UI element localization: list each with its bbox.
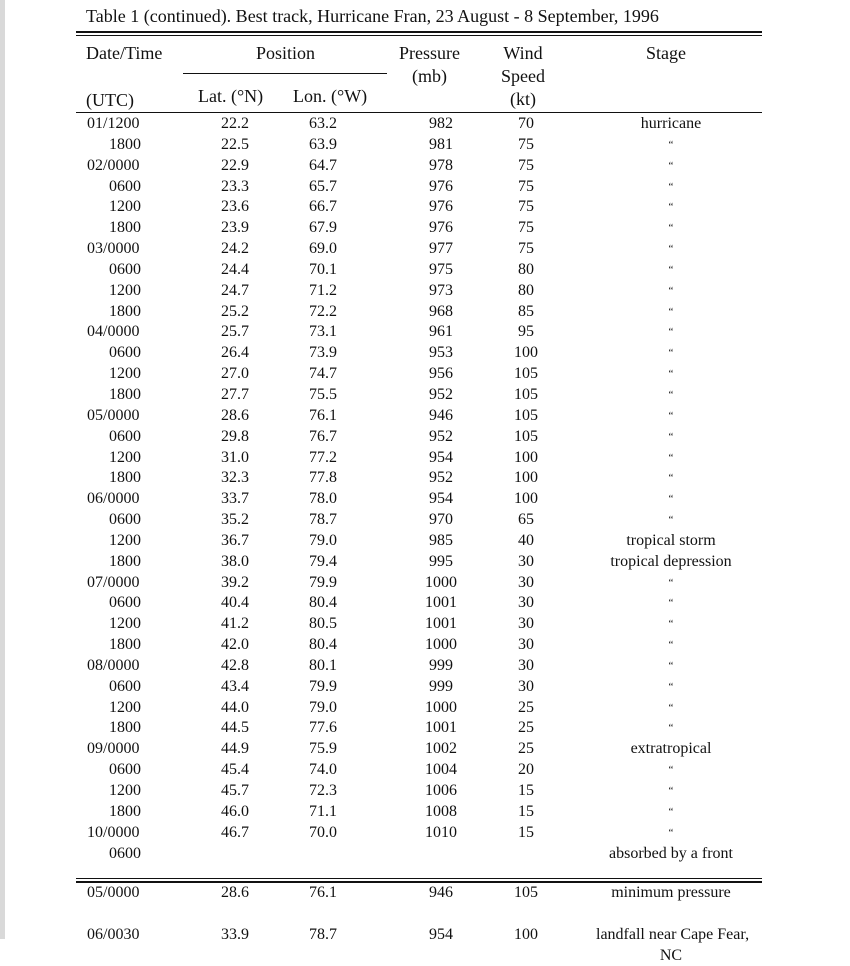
lat-cell: 33.7 [221,490,249,508]
stage-cell: tropical depression [610,552,732,570]
table-row [76,260,762,281]
header-wind: Wind [503,43,543,63]
pressure-cell: 1010 [425,823,457,841]
date-cell: 04/0000 [87,323,140,341]
header-position: Position [255,43,316,63]
lat-cell: 22.5 [221,135,249,153]
pressure-cell: 1004 [425,761,457,779]
stage-cell: “ [668,472,674,485]
stage-cell: “ [668,701,674,714]
wind-cell: 20 [518,761,534,779]
stage-cell: “ [668,159,674,172]
date-cell: 0600 [109,511,141,529]
pressure-cell: 999 [429,677,453,695]
wind-cell: 70 [518,115,534,132]
stage-cell-continued: NC [659,946,683,964]
stage-cell: “ [668,138,674,151]
lon-cell: 80.1 [309,656,337,674]
wind-cell: 25 [518,698,534,716]
date-cell: 1800 [109,719,141,737]
pressure-cell: 1001 [425,615,457,633]
stage-cell: “ [668,430,674,443]
table-row [76,739,762,760]
date-cell: 1200 [109,531,141,549]
header-pressure: Pressure [399,43,460,63]
pressure-cell: 953 [429,344,453,362]
top-rule-thin [76,35,762,36]
date-cell: 1800 [109,219,141,237]
lon-cell: 79.0 [309,531,337,549]
table-row [76,510,762,531]
stage-cell: “ [668,618,674,631]
lat-cell: 45.7 [221,782,249,799]
wind-cell: 75 [518,156,534,174]
wind-cell: 105 [514,406,538,424]
stage-cell: “ [668,284,674,297]
table-row [76,656,762,677]
table-row [76,677,762,698]
date-cell: 1200 [109,365,141,383]
stage-cell: “ [668,305,674,318]
wind-cell: 75 [518,219,534,237]
wind-cell: 100 [514,344,538,362]
table-row [76,135,762,156]
lon-cell: 72.2 [309,302,337,320]
wind-cell: 100 [514,469,538,487]
lat-cell: 25.2 [221,302,249,320]
table-row [76,322,762,343]
pressure-cell: 946 [429,406,453,424]
date-cell: 01/1200 [87,115,140,132]
wind-cell: 105 [514,427,538,445]
date-cell: 05/0000 [87,884,140,901]
lon-cell: 78.7 [309,511,337,529]
lon-cell: 63.9 [309,135,337,153]
stage-cell: extratropical [630,740,712,758]
wind-cell: 40 [518,531,534,549]
stage-cell: “ [668,409,674,422]
lat-cell: 43.4 [221,677,249,695]
lon-cell: 77.8 [309,469,337,487]
pressure-cell: 952 [429,427,453,445]
stage-cell: absorbed by a front [609,844,733,862]
stage-cell: “ [668,722,674,735]
date-cell: 1800 [109,636,141,654]
lon-cell: 79.4 [309,552,337,570]
wind-cell: 30 [518,615,534,633]
pressure-cell: 946 [429,884,453,901]
stage-cell: “ [668,764,674,777]
table-row [76,635,762,656]
pressure-cell: 973 [429,281,453,299]
stage-cell: “ [668,576,674,589]
table-row [76,364,762,385]
pressure-cell: 976 [429,219,453,237]
pressure-cell: 1001 [425,719,457,737]
wind-cell: 80 [518,281,534,299]
date-cell: 02/0000 [87,156,140,174]
table-row [76,760,762,781]
lon-cell: 67.9 [309,219,337,237]
lat-cell: 24.7 [221,281,249,299]
pressure-cell: 976 [429,198,453,216]
table-row [76,406,762,427]
pressure-cell: 982 [429,115,453,132]
wind-cell: 25 [518,719,534,737]
date-cell: 1200 [109,281,141,299]
date-cell: 0600 [109,344,141,362]
date-cell: 0600 [109,594,141,612]
table-row [76,385,762,406]
lon-cell: 77.6 [309,719,337,737]
stage-cell: “ [668,493,674,506]
pressure-cell: 954 [429,925,453,943]
stage-cell: “ [668,826,674,839]
wind-cell: 30 [518,636,534,654]
lon-cell: 79.0 [309,698,337,716]
date-cell: 1200 [109,782,141,799]
table-row [76,781,762,802]
lon-cell: 74.0 [309,761,337,779]
table-row [76,844,762,865]
stage-cell: “ [668,514,674,527]
lat-cell: 44.0 [221,698,249,716]
lat-cell: 46.0 [221,802,249,820]
pressure-cell: 1006 [425,782,457,799]
lat-cell: 45.4 [221,761,249,779]
lon-cell: 79.9 [309,677,337,695]
pressure-cell: 1001 [425,594,457,612]
lat-cell: 22.9 [221,156,249,174]
header-lon: Lon. (°W) [293,86,368,106]
table-row [76,218,762,239]
top-rule [76,31,762,33]
stage-cell: “ [668,347,674,360]
stage-cell: “ [668,805,674,818]
stage-cell: “ [668,326,674,339]
wind-cell: 105 [514,385,538,403]
date-cell: 0600 [109,177,141,195]
header-wind-unit: (kt) [510,89,536,109]
wind-cell: 80 [518,260,534,278]
pressure-cell: 956 [429,365,453,383]
lon-cell: 66.7 [309,198,337,216]
lat-cell: 42.8 [221,656,249,674]
table-row [76,552,762,573]
date-cell: 1200 [109,198,141,216]
stage-cell: “ [668,680,674,693]
track-table-body [76,114,762,864]
date-cell: 10/0000 [87,823,140,841]
lat-cell: 32.3 [221,469,249,487]
date-cell: 06/0030 [87,925,140,943]
pressure-cell: 954 [429,490,453,508]
lat-cell: 42.0 [221,636,249,654]
date-cell: 1800 [109,552,141,570]
lon-cell: 71.1 [309,802,337,820]
lon-cell: 73.9 [309,344,337,362]
pressure-cell: 1000 [425,636,457,654]
wind-cell: 65 [518,511,534,529]
table-row [76,593,762,614]
table-row [76,802,762,823]
lon-cell: 71.2 [309,281,337,299]
wind-cell: 105 [514,365,538,383]
pressure-cell: 985 [429,531,453,549]
pressure-cell: 961 [429,323,453,341]
lat-cell: 40.4 [221,594,249,612]
pressure-cell: 1008 [425,802,457,820]
summary-row-continued [76,946,762,966]
pressure-cell: 1000 [425,573,457,591]
pressure-cell: 952 [429,469,453,487]
pressure-cell: 1000 [425,698,457,716]
table-row [76,718,762,739]
table-row [76,614,762,635]
lat-cell: 23.9 [221,219,249,237]
lat-cell: 23.3 [221,177,249,195]
stage-cell: “ [668,659,674,672]
table-row [76,114,762,135]
lat-cell: 27.0 [221,365,249,383]
scan-edge [0,0,5,939]
table-row [76,823,762,844]
date-cell: 1800 [109,802,141,820]
lat-cell: 25.7 [221,323,249,341]
pressure-cell: 976 [429,177,453,195]
wind-cell: 75 [518,177,534,195]
lat-cell: 22.2 [221,115,249,132]
pressure-cell: 1002 [425,740,457,758]
lat-cell: 41.2 [221,615,249,633]
date-cell: 08/0000 [87,656,140,674]
wind-cell: 100 [514,448,538,466]
lon-cell: 79.9 [309,573,337,591]
table-row [76,573,762,594]
lat-cell: 46.7 [221,823,249,841]
summary-row [76,883,762,904]
position-rule [183,73,387,74]
table-row [76,468,762,489]
stage-cell: “ [668,451,674,464]
lon-cell: 78.7 [309,925,337,943]
lon-cell: 70.0 [309,823,337,841]
wind-cell: 30 [518,656,534,674]
wind-cell: 85 [518,302,534,320]
date-cell: 0600 [109,677,141,695]
date-cell: 0600 [109,427,141,445]
stage-cell: “ [668,222,674,235]
stage-cell: tropical storm [626,531,716,549]
stage-cell: “ [668,201,674,214]
table-caption: Table 1 (continued). Best track, Hurricane Fran, 23 August - 8 September, 1996 [86,6,659,26]
lat-cell: 27.7 [221,385,249,403]
pressure-cell: 968 [429,302,453,320]
wind-cell: 15 [518,823,534,841]
pressure-cell: 978 [429,156,453,174]
header-stage: Stage [646,43,686,63]
stage-cell: “ [668,597,674,610]
header-pressure-unit: (mb) [412,66,447,86]
wind-cell: 15 [518,782,534,799]
date-cell: 0600 [109,761,141,779]
lat-cell: 44.9 [221,740,249,758]
table-row [76,197,762,218]
lat-cell: 44.5 [221,719,249,737]
table-row [76,489,762,510]
pressure-cell: 970 [429,511,453,529]
header-utc: (UTC) [86,90,134,110]
date-cell: 06/0000 [87,490,140,508]
stage-cell: “ [668,243,674,256]
date-cell: 1800 [109,302,141,320]
pressure-cell: 981 [429,135,453,153]
stage-cell: landfall near Cape Fear, [596,925,750,943]
stage-cell: “ [668,388,674,401]
date-cell: 07/0000 [87,573,140,591]
table-row [76,427,762,448]
lon-cell: 72.3 [309,782,337,799]
wind-cell: 100 [514,490,538,508]
table-row [76,239,762,260]
lat-cell: 23.6 [221,198,249,216]
lon-cell: 70.1 [309,260,337,278]
stage-cell: “ [668,180,674,193]
header-date-time: Date/Time [86,43,163,63]
lat-cell: 28.6 [221,406,249,424]
lat-cell: 39.2 [221,573,249,591]
pressure-cell: 952 [429,385,453,403]
stage-cell: minimum pressure [611,884,731,901]
lat-cell: 38.0 [221,552,249,570]
lon-cell: 76.1 [309,884,337,901]
pressure-cell: 954 [429,448,453,466]
lon-cell: 75.5 [309,385,337,403]
lon-cell: 78.0 [309,490,337,508]
lon-cell: 75.9 [309,740,337,758]
lon-cell: 63.2 [309,115,337,132]
lat-cell: 35.2 [221,511,249,529]
stage-cell: “ [668,263,674,276]
wind-cell: 30 [518,552,534,570]
pressure-cell: 999 [429,656,453,674]
lat-cell: 33.9 [221,925,249,943]
wind-cell: 100 [514,925,538,943]
lat-cell: 24.4 [221,260,249,278]
pressure-cell: 975 [429,260,453,278]
date-cell: 1800 [109,469,141,487]
lat-cell: 28.6 [221,884,249,901]
date-cell: 1200 [109,615,141,633]
wind-cell: 105 [514,884,538,901]
lon-cell: 77.2 [309,448,337,466]
stage-cell: hurricane [640,115,702,132]
table-row [76,448,762,469]
header-speed: Speed [501,66,545,86]
summary-row-continued [76,904,762,925]
wind-cell: 75 [518,198,534,216]
lat-cell: 26.4 [221,344,249,362]
table-row [76,698,762,719]
wind-cell: 95 [518,323,534,341]
date-cell: 1200 [109,448,141,466]
lat-cell: 31.0 [221,448,249,466]
date-cell: 1800 [109,385,141,403]
pressure-cell: 995 [429,552,453,570]
lat-cell: 24.2 [221,240,249,258]
date-cell: 1200 [109,698,141,716]
wind-cell: 30 [518,677,534,695]
header-bottom-rule [76,112,762,113]
lon-cell: 80.5 [309,615,337,633]
footer-rule-top [76,878,762,879]
header-lat: Lat. (°N) [198,86,264,106]
table-row [76,177,762,198]
lon-cell: 76.7 [309,427,337,445]
lon-cell: 65.7 [309,177,337,195]
stage-cell: “ [668,785,674,797]
date-cell: 0600 [109,844,141,862]
wind-cell: 30 [518,594,534,612]
lon-cell: 80.4 [309,594,337,612]
lat-cell: 36.7 [221,531,249,549]
table-row [76,343,762,364]
wind-cell: 75 [518,240,534,258]
table-row [76,302,762,323]
lon-cell: 69.0 [309,240,337,258]
stage-cell: “ [668,639,674,652]
lat-cell: 29.8 [221,427,249,445]
pressure-cell: 977 [429,240,453,258]
table-row [76,156,762,177]
wind-cell: 15 [518,802,534,820]
wind-cell: 25 [518,740,534,758]
summary-table-body [76,883,762,966]
wind-cell: 30 [518,573,534,591]
date-cell: 05/0000 [87,406,140,424]
stage-cell: “ [668,368,674,381]
date-cell: 09/0000 [87,740,140,758]
lon-cell: 74.7 [309,365,337,383]
table-row [76,281,762,302]
lon-cell: 76.1 [309,406,337,424]
table-row [76,531,762,552]
lon-cell: 73.1 [309,323,337,341]
lon-cell: 80.4 [309,636,337,654]
summary-row [76,925,762,946]
date-cell: 1800 [109,135,141,153]
lon-cell: 64.7 [309,156,337,174]
date-cell: 03/0000 [87,240,140,258]
wind-cell: 75 [518,135,534,153]
date-cell: 0600 [109,260,141,278]
